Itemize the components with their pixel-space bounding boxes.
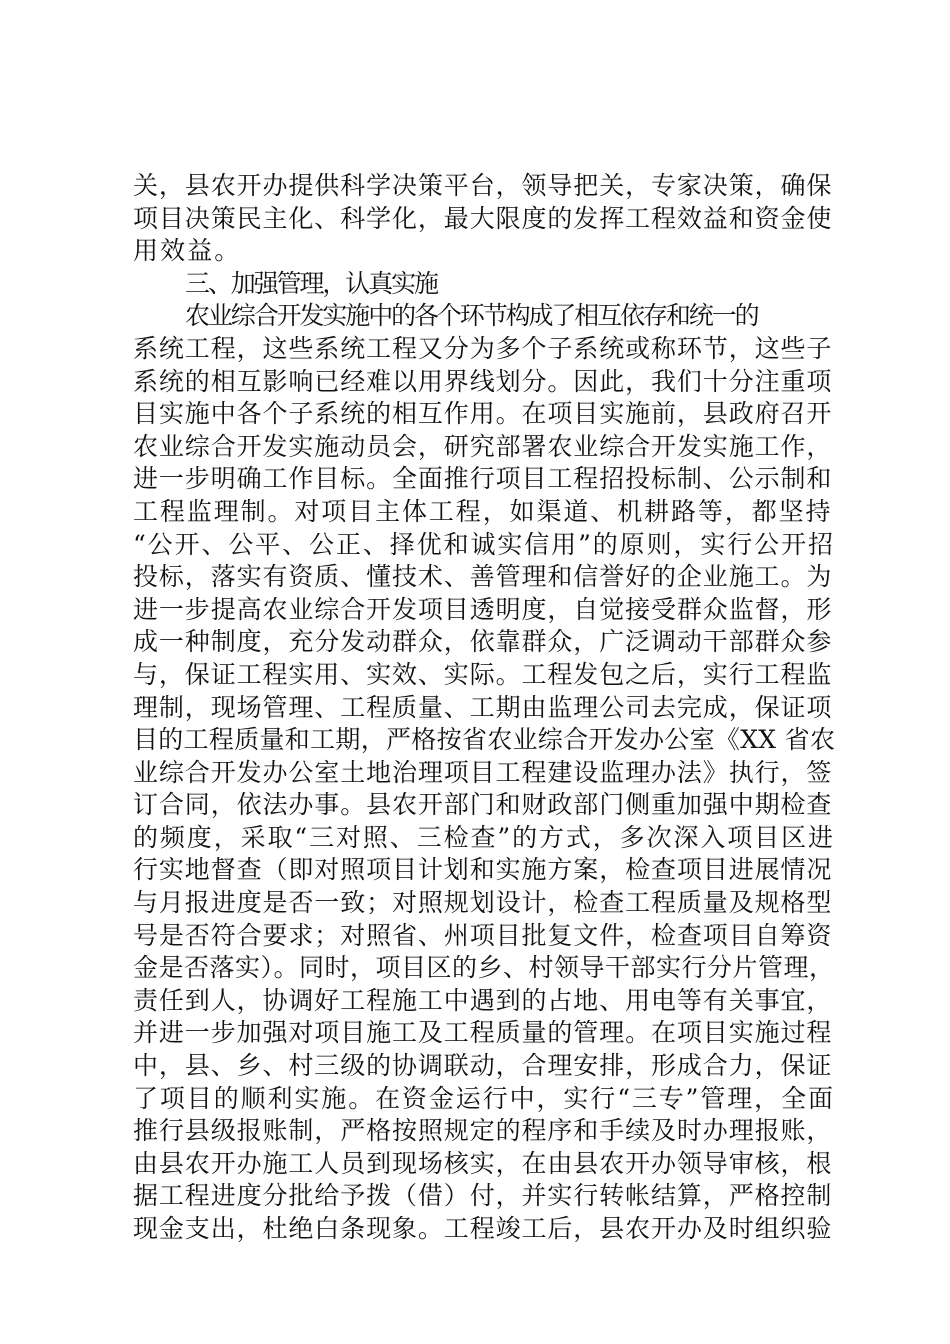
text-line: 用效益。 [133,236,242,266]
text-line: 与，保证工程实用、实效、实际。工程发包之后，实行工程监 [133,659,833,689]
text-line: 工程监理制。对项目主体工程，如渠道、机耕路等，都坚持 [133,496,833,526]
text-line: 投标，落实有资质、懂技术、善管理和信誉好的企业施工。为 [133,562,833,592]
text-line: 的频度，采取“三对照、三检查”的方式，多次深入项目区进 [133,822,835,852]
text-line: 目的工程质量和工期，严格按省农业综合开发办公室《XX 省农 [133,725,836,755]
text-line: 了项目的顺利实施。在资金运行中，实行“三专”管理，全面 [133,1083,835,1113]
text-line: 与月报进度是否一致；对照规划设计，检查工程质量及规格型 [133,888,833,918]
text-line: 并进一步加强对项目施工及工程质量的管理。在项目实施过程 [133,1018,833,1048]
text-line: 据工程进度分批给予拨（借）付，并实行转帐结算，严格控制 [133,1181,833,1211]
text-line: 系统的相互影响已经难以用界线划分。因此，我们十分注重项 [133,366,833,396]
document-body [133,170,836,1246]
text-line: 金是否落实）。同时，项目区的乡、村领导干部实行分片管理， [133,953,835,983]
text-line: 行实地督查（即对照项目计划和实施方案，检查项目进展情况 [133,855,833,885]
text-line: 系统工程，这些系统工程又分为多个子系统或称环节，这些子 [133,333,833,363]
text-line: 由县农开办施工人员到现场核实，在由县农开办领导审核，根 [133,1148,833,1178]
text-line: 农业综合开发实施中的各个环节构成了相互依存和统一的 [185,301,758,331]
text-line: 中，县、乡、村三级的协调联动，合理安排，形成合力，保证 [133,1051,833,1081]
text-line: 理制，现场管理、工程质量、工期由监理公司去完成，保证项 [133,692,833,722]
section-heading: 三、加强管理，认真实施 [185,268,437,298]
text-line: 成一种制度，充分发动群众，依靠群众，广泛调动干部群众参 [133,627,833,657]
text-line: 推行县级报账制，严格按照规定的程序和手续及时办理报账， [133,1116,833,1146]
text-line: 订合同，依法办事。县农开部门和财政部门侧重加强中期检查 [133,790,833,820]
text-line: 号是否符合要求；对照省、州项目批复文件，检查项目自筹资 [133,920,833,950]
text-line: 项目决策民主化、科学化，最大限度的发挥工程效益和资金使 [133,203,833,233]
text-line: 进一步提高农业综合开发项目透明度，自觉接受群众监督，形 [133,594,833,624]
text-line: “公开、公平、公正、择优和诚实信用”的原则，实行公开招 [133,529,835,559]
text-line: 业综合开发办公室土地治理项目工程建设监理办法》执行，签 [133,757,833,787]
text-line: 现金支出，杜绝白条现象。工程竣工后，县农开办及时组织验 [133,1214,833,1243]
text-line: 关，县农开办提供科学决策平台，领导把关，专家决策，确保 [133,171,833,200]
text-line: 进一步明确工作目标。全面推行项目工程招投标制、公示制和 [133,464,833,494]
text-line: 目实施中各个子系统的相互作用。在项目实施前，县政府召开 [133,399,833,429]
text-line: 责任到人，协调好工程施工中遇到的占地、用电等有关事宜， [133,985,833,1015]
text-line: 农业综合开发实施动员会，研究部署农业综合开发实施工作， [133,431,833,461]
